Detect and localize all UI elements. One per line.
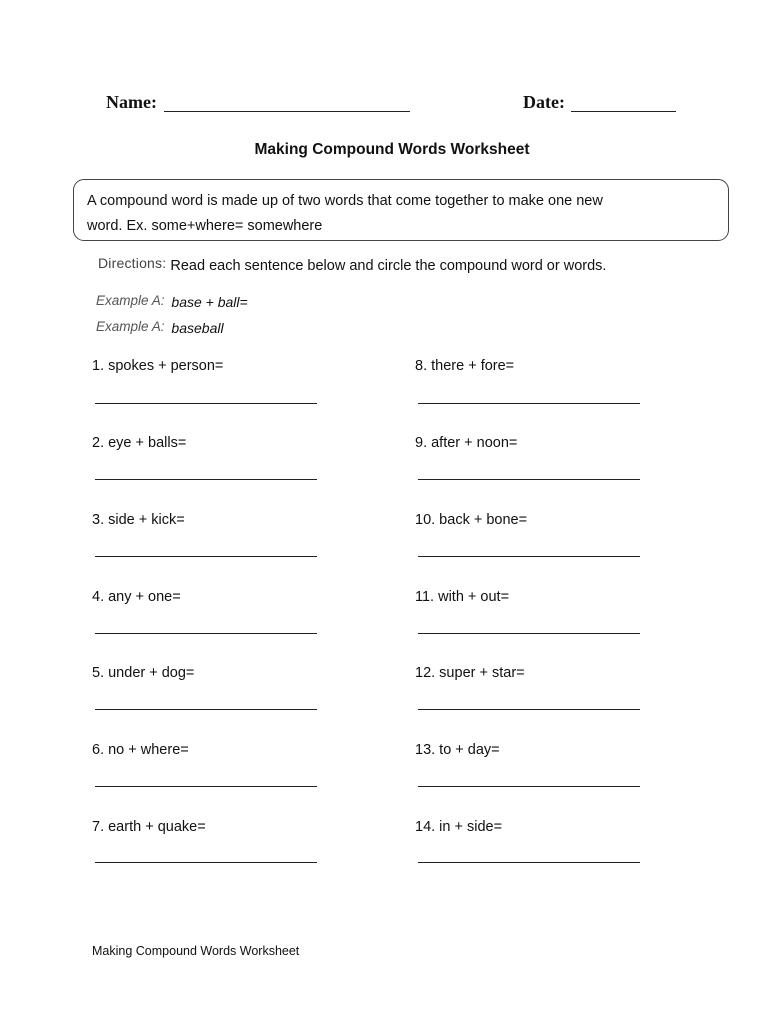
date-answer-line[interactable] [571, 111, 676, 112]
name-answer-line[interactable] [164, 111, 410, 112]
problem-14: 14. in + side= [415, 819, 503, 835]
example-value: baseball [171, 320, 224, 336]
problem-9: 9. after + noon= [415, 435, 518, 451]
answer-line-9[interactable] [418, 479, 640, 480]
date-label: Date: [523, 92, 565, 112]
name-label: Name: [106, 92, 157, 112]
problem-13: 13. to + day= [415, 742, 500, 758]
example-2 [96, 319, 224, 336]
answer-line-7[interactable] [95, 862, 317, 863]
intro-line-1: A compound word is made up of two words that come together to make one new [87, 193, 603, 209]
answer-line-14[interactable] [418, 862, 640, 863]
answer-line-4[interactable] [95, 633, 317, 634]
problem-6: 6. no + where= [92, 742, 189, 758]
intro-box [73, 179, 729, 241]
problem-3: 3. side + kick= [92, 512, 185, 528]
problem-1: 1. spokes + person= [92, 358, 224, 374]
answer-line-6[interactable] [95, 786, 317, 787]
page-footer: Making Compound Words Worksheet [92, 944, 300, 958]
answer-line-1[interactable] [95, 403, 317, 404]
answer-line-8[interactable] [418, 403, 640, 404]
directions [98, 255, 606, 274]
answer-line-13[interactable] [418, 786, 640, 787]
problem-10: 10. back + bone= [415, 512, 528, 528]
directions-label: Directions: [98, 255, 167, 271]
example-label: Example A: [96, 293, 165, 308]
answer-line-11[interactable] [418, 633, 640, 634]
intro-line-2: word. Ex. some+where= somewhere [87, 218, 323, 234]
problem-7: 7. earth + quake= [92, 819, 206, 835]
answer-line-3[interactable] [95, 556, 317, 557]
example-1 [96, 293, 248, 310]
problem-2: 2. eye + balls= [92, 435, 187, 451]
problem-4: 4. any + one= [92, 589, 181, 605]
answer-line-2[interactable] [95, 479, 317, 480]
problem-8: 8. there + fore= [415, 358, 515, 374]
example-label: Example A: [96, 319, 165, 334]
answer-line-12[interactable] [418, 709, 640, 710]
problem-5: 5. under + dog= [92, 665, 195, 681]
directions-text: Read each sentence below and circle the compound word or words. [170, 258, 607, 274]
problem-12: 12. super + star= [415, 665, 525, 681]
problem-11: 11. with + out= [415, 589, 510, 605]
answer-line-10[interactable] [418, 556, 640, 557]
worksheet-title: Making Compound Words Worksheet [254, 141, 530, 158]
example-value: base + ball= [171, 294, 248, 310]
answer-line-5[interactable] [95, 709, 317, 710]
